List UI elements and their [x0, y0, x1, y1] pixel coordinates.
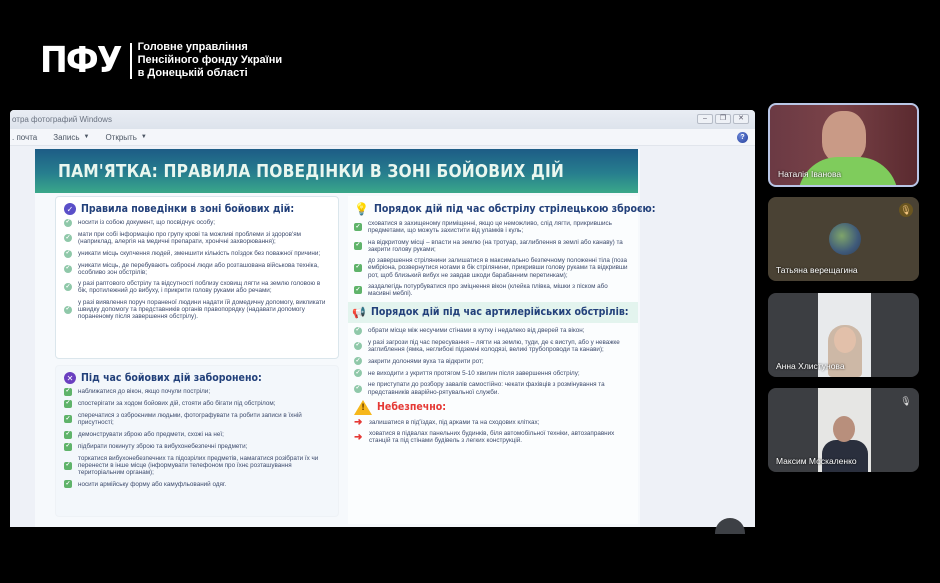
list-item-text: спостерігати за ходом бойових дій, стояти або бігати під обстрілом;	[78, 400, 276, 408]
logo-line-3: в Донецькій області	[137, 67, 248, 79]
close-button[interactable]: ✕	[733, 114, 749, 124]
list-item	[354, 369, 632, 377]
list-item-text: носити із собою документ, що посвідчує особу;	[78, 219, 216, 227]
rules-heading-text: Правила поведінки в зоні бойових дій:	[81, 203, 295, 215]
forbidden-section	[55, 365, 339, 517]
small-arms-heading	[354, 202, 656, 216]
rules-list	[64, 219, 330, 321]
help-icon[interactable]: ?	[737, 132, 748, 143]
mic-off-icon: 🎙	[900, 395, 912, 406]
list-item-text: у разі раптового обстрілу та відсутності поблизу сховищ лягти на землю головою в бік, протилежний до вибуху, і прикрити голову руками або речами;	[78, 280, 321, 295]
list-item-text: не приступати до розбору завалів самостійно: чекати фахівців з розмінування та представників аварійно-рятувальної служби.	[368, 381, 605, 396]
checkbox-icon: ✓	[65, 430, 71, 437]
window-menubar	[10, 129, 755, 146]
checkbox-icon: ✓	[355, 242, 361, 249]
list-item-text: ховатися в підвалах панельних будинків, біля автомобільної техніки, автозаправних станцій та під стінами будівель з легких конструкцій.	[369, 430, 615, 445]
checkbox-icon: ✓	[355, 223, 361, 230]
list-item	[64, 400, 330, 408]
list-item-text: мати при собі інформацію про групу крові та можливі проблеми зі здоров'ям (наприклад, алергія на медичні препарати, хронічні захворювання);	[78, 231, 301, 246]
list-item	[354, 430, 632, 445]
list-item-text: підбирати покинуту зброю та вибухонебезпечні предмети;	[78, 442, 248, 450]
list-item	[64, 455, 330, 477]
checkbox-icon: ✓	[65, 442, 71, 449]
shared-screen-window	[10, 110, 755, 527]
logo-mark: ПФУ	[40, 39, 121, 81]
forbidden-x-icon: ✕	[64, 372, 76, 384]
list-item	[64, 431, 330, 439]
checkbox-icon: ✓	[65, 388, 71, 395]
list-item-text: закрити долонями вуха та відкрити рот;	[368, 357, 484, 365]
danger-heading	[354, 400, 632, 415]
list-item	[64, 480, 330, 488]
chevron-down-icon: ▼	[83, 134, 90, 140]
menu-email[interactable]	[12, 133, 37, 142]
checkbox-icon: ✓	[65, 480, 71, 487]
checkbox-icon: ✓	[355, 264, 361, 271]
check-icon: ✓	[65, 234, 71, 241]
logo-divider	[130, 43, 132, 79]
list-item	[64, 231, 330, 246]
checkbox-icon: ✓	[65, 415, 71, 422]
participant-tile-2[interactable]	[768, 197, 919, 281]
slide	[35, 149, 656, 527]
menu-record-label: Запись	[53, 132, 80, 142]
participant-tile-3[interactable]	[768, 293, 919, 377]
window-controls	[697, 114, 749, 124]
list-item	[64, 262, 330, 277]
check-icon: ✓	[65, 219, 71, 226]
list-item-text: у разі виявлення поруч пораненої людини надати їй домедичну допомогу, викликати швидку допомогу та представників органів правопорядку (надавати допомогу пораненому після завершення обстрілу).	[78, 298, 326, 321]
participant-name: Максим Москаленко	[776, 456, 857, 466]
logo-line-1: Головне управління	[137, 41, 248, 53]
artillery-heading-band	[348, 302, 638, 323]
list-item	[354, 239, 632, 254]
participant-video	[822, 111, 866, 163]
list-item-text: демонструвати зброю або предмети, схожі на неї;	[78, 430, 224, 438]
check-icon: ✓	[355, 327, 361, 334]
slide-title-banner	[35, 149, 638, 193]
check-icon: ✓	[65, 249, 71, 256]
window-title: отра фотографий Windows	[12, 115, 112, 124]
logo-text	[138, 41, 283, 80]
list-item-text: обрати місце між несучими стінами в кутку і недалеко від дверей та вікон;	[368, 327, 585, 335]
slide-title: ПАМ'ЯТКА: ПРАВИЛА ПОВЕДІНКИ В ЗОНІ БОЙОВИХ ДІЙ	[58, 160, 565, 182]
check-icon: ✓	[65, 283, 71, 290]
check-icon: ✓	[65, 265, 71, 272]
menu-email-label: . почта	[12, 132, 38, 142]
check-icon: ✓	[65, 306, 71, 313]
participant-tile-1[interactable]	[768, 103, 919, 187]
small-arms-heading-text: Порядок дій під час обстрілу стрілецькою зброєю:	[373, 203, 656, 215]
pfu-logo	[40, 41, 282, 80]
list-item-text: не виходити з укриття протягом 5-10 хвилин після завершення обстрілу;	[368, 369, 580, 377]
artillery-heading-text: Порядок дій під час артилерійських обстрілів:	[370, 306, 629, 319]
check-icon: ✓	[355, 342, 361, 349]
artillery-list	[354, 327, 632, 396]
forbidden-heading-text: Під час бойових дій заборонено:	[81, 372, 262, 384]
menu-record[interactable]	[53, 133, 89, 142]
megaphone-icon: 📢	[352, 305, 366, 319]
arrow-right-icon: ➜	[354, 431, 363, 443]
check-icon: ✓	[355, 357, 361, 364]
list-item-text: до завершення стрілянини залишатися в максимально безпечному положенні тіла (поза ембріона, розвернутися ногами в бік стрілянини, прикривши голову руками та відкривши рот, щоб близький вибух не завдав шкоди барабанним перетинкам);	[368, 257, 628, 279]
list-item	[354, 327, 632, 335]
list-item-text: носити армійську форму або камуфльований одяг.	[78, 480, 227, 488]
list-item-text: сперечатися з озброєними людьми, фотографувати та робити записи в їхній присутності;	[78, 412, 302, 427]
list-item	[354, 257, 632, 279]
list-item-text: торкатися вибухонебезпечних та підозрілих предметів, намагатися розібрати їх чи перенести в інше місце (інформувати телефоном про їхнє розташування територіальним органам);	[78, 454, 319, 477]
forbidden-list	[64, 388, 330, 488]
danger-heading-text: Небезпечно:	[377, 401, 447, 414]
list-item	[64, 412, 330, 427]
list-item	[354, 381, 632, 396]
list-item-text: залишатися в під'їздах, під арками та на сходових клітках;	[369, 418, 540, 426]
check-icon: ✓	[355, 369, 361, 376]
checkbox-icon: ✓	[65, 461, 71, 468]
mic-off-icon: 🎙	[899, 203, 913, 217]
window-titlebar	[10, 110, 755, 129]
participant-name: Наталія Іванова	[778, 169, 842, 179]
participant-name: Анна Хлистунова	[776, 361, 845, 371]
list-item-text: уникати місць, де перебувають озброєні люди або розташована військова техніка, особливо зон обстрілів;	[78, 261, 319, 276]
list-item	[354, 416, 632, 428]
list-item	[64, 443, 330, 451]
checkbox-icon: ✓	[65, 400, 71, 407]
list-item	[354, 220, 632, 235]
list-item	[354, 357, 632, 365]
list-item	[64, 299, 330, 321]
list-item-text: уникати місць скупчення людей, зменшити кількість поїздок без поважної причини;	[78, 249, 321, 257]
list-item	[64, 219, 330, 227]
list-item-text: у разі загрози під час пересування – лягти на землю, туди, де є виступ, або у неважке заглиблення (ямка, неглибокі підземні колодязі, великі трубопроводи та канави);	[368, 338, 620, 353]
participant-tile-4[interactable]	[768, 388, 919, 472]
avatar	[829, 223, 861, 255]
artillery-heading	[352, 306, 634, 319]
list-item	[354, 283, 632, 298]
check-circle-icon: ✓	[64, 203, 76, 215]
lightbulb-icon: 💡	[354, 202, 369, 216]
menu-open-label: Открыть	[105, 132, 137, 142]
participant-name: Татьяна верещагина	[776, 265, 858, 275]
list-item	[64, 250, 330, 258]
restore-button[interactable]: ❐	[715, 114, 731, 124]
danger-list	[354, 416, 632, 445]
arrow-right-icon: ➜	[354, 416, 363, 428]
chevron-down-icon: ▼	[140, 134, 147, 140]
small-arms-list	[354, 220, 632, 298]
rules-heading	[64, 203, 330, 215]
menu-open[interactable]	[105, 133, 146, 142]
minimize-button[interactable]: –	[697, 114, 713, 124]
forbidden-heading	[64, 372, 330, 384]
rules-section	[55, 196, 339, 359]
list-item-text: наближатися до вікон, якщо почули постріли;	[78, 388, 211, 396]
list-item	[64, 280, 330, 295]
list-item-text: сховатися в захищеному приміщенні, якщо це неможливо, слід лягти, прикрившись предметами, що можуть захистити від уламків і куль;	[368, 220, 612, 235]
list-item	[64, 388, 330, 396]
check-icon: ✓	[355, 384, 361, 391]
checkbox-icon: ✓	[355, 286, 361, 293]
right-column	[348, 196, 656, 524]
list-item-text: заздалегідь потурбуватися про зміцнення вікон (клейка плівка, мішки з піском або масивні меблі).	[368, 283, 608, 298]
logo-line-2: Пенсійного фонду України	[137, 54, 283, 66]
warning-icon	[354, 400, 372, 415]
list-item-text: на відкритому місці – впасти на землю (на тротуар, заглиблення в землі або канаву) та закрити голову руками;	[368, 238, 623, 253]
list-item	[354, 339, 632, 354]
